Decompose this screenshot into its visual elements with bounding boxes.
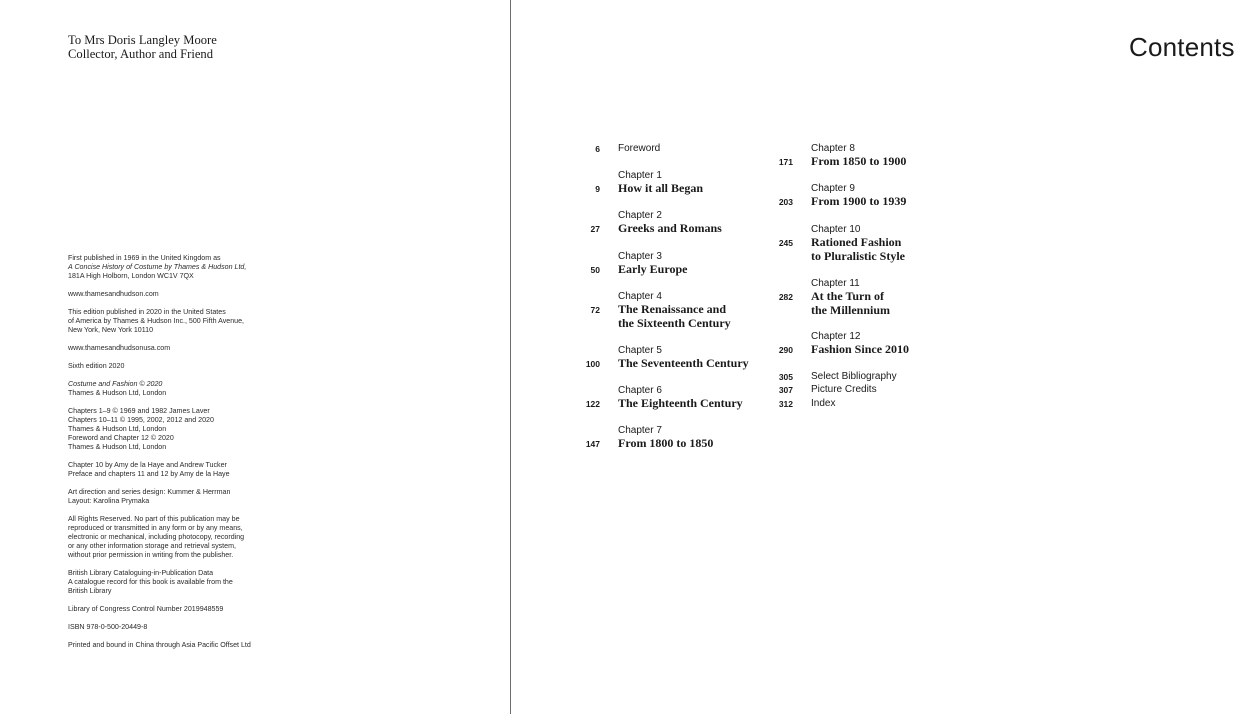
toc-chapter-label: Chapter 6 [618,385,662,396]
toc-entry-chapter-9[interactable] [769,182,906,209]
toc-page-number: 290 [778,345,793,355]
toc-page-number: 307 [778,385,793,395]
authors-block [68,461,308,479]
imprint-line: without prior permission in writing from the publisher. [68,551,234,559]
toc-entry-chapter-4[interactable] [576,290,731,330]
toc-title: Fashion Since 2010 [811,342,910,356]
toc-chapter-label: Chapter 1 [618,170,662,181]
toc-title: At the Turn of [811,289,885,303]
toc-page-number: 203 [778,197,793,207]
imprint-line: New York, New York 10110 [68,326,154,334]
toc-chapter-label: Chapter 9 [811,183,855,194]
toc-entry-chapter-5[interactable] [576,344,749,371]
toc-page-number: 312 [778,399,793,409]
toc-entry-index[interactable] [769,397,835,411]
imprint-line: reproduced or transmitted in any form or by any means, [68,524,243,532]
dedication-line: To Mrs Doris Langley Moore [68,33,217,47]
imprint-line: www.thamesandhudsonusa.com [68,344,171,352]
toc-entry-chapter-2[interactable] [576,209,722,236]
us-website [68,344,308,353]
uk-website [68,290,308,299]
toc-title-line-2: the Millennium [811,302,891,317]
first-published-block [68,254,308,281]
toc-page-number: 6 [595,144,600,154]
imprint-line: First published in 1969 in the United Kingdom as [68,254,221,262]
imprint-line: electronic or mechanical, including photocopy, recording [68,533,245,541]
toc-chapter-label: Chapter 4 [618,291,662,302]
imprint-line: Sixth edition 2020 [68,362,125,370]
toc-chapter-label: Chapter 12 [811,331,861,342]
imprint-line: ISBN 978-0-500-20449-8 [68,623,148,631]
toc-title: From 1900 to 1939 [811,194,907,208]
imprint-line [68,263,308,272]
imprint-line: Chapters 10–11 © 1995, 2002, 2012 and 2020 [68,416,214,424]
imprint-line: www.thamesandhudson.com [68,290,159,298]
rights-block [68,515,308,560]
book-title-italic: A Concise History of Costume by Thames & Hudson Ltd, [68,263,247,271]
toc-title: The Eighteenth Century [618,396,743,410]
toc-entry-bibliography[interactable] [769,370,897,384]
book-copyright-block [68,380,308,398]
printer-block [68,641,308,650]
edition-note [68,362,308,371]
design-credits-block [68,488,308,506]
toc-chapter-label: Chapter 3 [618,251,662,262]
chapter-copyright-block [68,407,308,452]
toc-title: The Seventeenth Century [618,356,749,370]
left-page [0,0,510,714]
toc-chapter-label: Chapter 10 [811,224,861,235]
toc-page-number: 50 [590,265,600,275]
toc-title: Foreword [618,143,661,154]
toc-page-number: 27 [590,224,600,234]
imprint-line: All Rights Reserved. No part of this publication may be [68,515,240,523]
toc-entry-chapter-10[interactable] [769,223,905,263]
imprint-line: Thames & Hudson Ltd, London [68,443,167,451]
dedication [68,34,217,61]
dedication-line: Collector, Author and Friend [68,46,213,61]
toc-entry-chapter-7[interactable] [576,424,713,451]
contents-heading: Contents [1129,32,1235,62]
toc-entry-chapter-3[interactable] [576,250,687,277]
toc-entry-chapter-6[interactable] [576,384,743,411]
imprint-line: Thames & Hudson Ltd, London [68,389,167,397]
toc-entry-chapter-1[interactable] [576,169,703,196]
toc-page-number: 171 [778,157,793,167]
toc-title: How it all Began [618,181,704,195]
british-library-block [68,569,308,596]
imprint-line: A catalogue record for this book is available from the [68,578,233,586]
imprint-line: British Library [68,587,112,595]
toc-chapter-label: Chapter 5 [618,345,662,356]
imprint-line: Preface and chapters 11 and 12 by Amy de la Haye [68,470,230,478]
toc-page-number: 72 [590,305,600,315]
imprint-line: Layout: Karolina Prymaka [68,497,150,505]
toc-title: From 1800 to 1850 [618,436,714,450]
toc-chapter-label: Chapter 8 [811,143,855,154]
toc-title: Rationed Fashion [811,235,902,249]
imprint-line: Foreword and Chapter 12 © 2020 [68,434,174,442]
toc-chapter-label: Chapter 7 [618,425,662,436]
toc-entry-foreword[interactable] [576,142,660,156]
toc-entry-chapter-8[interactable] [769,142,906,169]
imprint-line: of America by Thames & Hudson Inc., 500 Fifth Avenue, [68,317,244,325]
toc-page-number: 9 [595,184,600,194]
toc-entry-chapter-12[interactable] [769,330,909,357]
imprint-line: Printed and bound in China through Asia Pacific Offset Ltd [68,641,251,649]
toc-title: The Renaissance and [618,302,727,316]
loc-block [68,605,308,614]
toc-page-number: 100 [585,359,600,369]
toc-title-line-2: to Pluralistic Style [811,248,905,263]
imprint-line: British Library Cataloguing-in-Publication Data [68,569,214,577]
toc-chapter-label: Chapter 11 [811,278,860,289]
imprint-line: Chapters 1–9 © 1969 and 1982 James Laver [68,407,210,415]
imprint-line: Library of Congress Control Number 2019948559 [68,605,224,613]
toc-page-number: 282 [778,292,793,302]
toc-page-number: 305 [778,372,793,382]
toc-page-number: 245 [778,238,793,248]
imprint-line: or any other information storage and retrieval system, [68,542,236,550]
toc-entry-chapter-11[interactable] [769,277,890,317]
imprint-line: Art direction and series design: Kummer & Herrman [68,488,231,496]
toc-page-number: 122 [585,399,600,409]
toc-title: Early Europe [618,262,688,276]
book-title-italic: Costume and Fashion © 2020 [68,380,163,388]
imprint-line: 181A High Holborn, London WC1V 7QX [68,272,194,280]
imprint-line: This edition published in 2020 in the United States [68,308,226,316]
toc-chapter-label: Chapter 2 [618,210,662,221]
toc-title: Greeks and Romans [618,221,722,235]
toc-title: From 1850 to 1900 [811,154,907,168]
imprint-page [68,254,308,659]
toc-title: Picture Credits [811,384,877,395]
imprint-line: Chapter 10 by Amy de la Haye and Andrew Tucker [68,461,227,469]
toc-entry-picture-credits[interactable] [769,383,877,397]
us-edition-block [68,308,308,335]
toc-title-line-2: the Sixteenth Century [618,315,731,330]
toc-title: Select Bibliography [811,371,897,382]
imprint-line [68,380,308,389]
imprint-line: Thames & Hudson Ltd, London [68,425,167,433]
toc-page-number: 147 [585,439,600,449]
toc-title: Index [811,398,836,409]
isbn-block [68,623,308,632]
